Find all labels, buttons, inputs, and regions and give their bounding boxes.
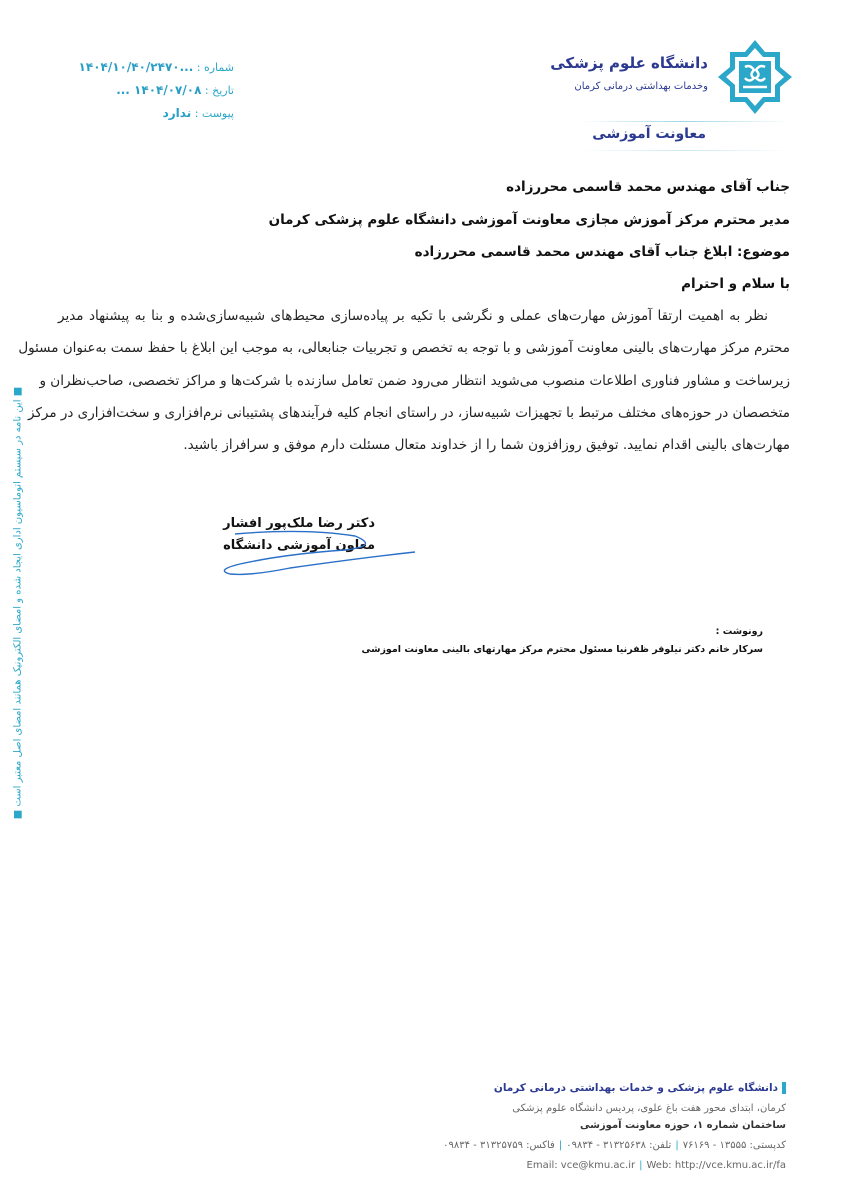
body-line: زیرساخت و مشاور فناوری اطلاعات منصوب می‌شوید انتظار می‌رود ضمن تعامل سازنده با شرکت‌ها و مراکز تخصصی، صاحب‌نظران و (39, 373, 790, 389)
footer-fax: فاکس: ۳۱۳۲۵۷۵۹ - ۰۹۸۳۴ (443, 1140, 555, 1151)
university-subtitle: وخدمات بهداشتی درمانی کرمان (574, 81, 708, 92)
footer-building: ساختمان شماره ۱، حوزه معاونت آموزشی (579, 1120, 786, 1131)
e-signature-note: ■ این نامه در سیستم اتوماسیون اداری ایجاد شده و امضای الکترونیک همانند امضای اصل معتبر است ■ (12, 386, 24, 820)
footer-contacts: کدپستی: ۱۳۵۵۵ - ۷۶۱۶۹|تلفن: ۳۱۳۲۵۶۳۸ - ۰۹۸۳۴|فاکس: ۳۱۳۲۵۷۵۹ - ۰۹۸۳۴ (443, 1140, 786, 1151)
number-value: ...۱۴۰۴/۱۰/۴۰/۲۴۷۰ (78, 60, 194, 74)
date-label: تاریخ : (204, 84, 234, 97)
cc-recipient: سرکار خانم دکتر نیلوفر ظفرنیا مسئول محترم مرکز مهارتهای بالینی معاونت اموزشی (361, 644, 763, 655)
letter-attachment (163, 106, 234, 120)
recipient-title: مدیر محترم مرکز آموزش مجازی معاونت آموزشی دانشگاه علوم پزشکی کرمان (268, 212, 790, 228)
side-note (8, 368, 28, 838)
handwritten-signature-icon (215, 510, 425, 580)
letter-date (116, 83, 234, 97)
cc-label: رونوشت : (715, 626, 763, 637)
attachment-label: پیوست : (194, 107, 234, 120)
body-line: متخصصان در حوزه‌های مختلف مرتبط با تجهیزات شبیه‌ساز، در راستای انجام کلیه فرآیندهای پشتیبانی نرم‌افزاری و سخت‌افزاری در مرکز (28, 405, 790, 421)
footer-email[interactable]: Email: vce@kmu.ac.ir (526, 1160, 636, 1171)
number-label: شماره : (196, 61, 234, 74)
footer-title (494, 1082, 786, 1094)
signature-block (215, 510, 425, 580)
header-divider (580, 121, 790, 122)
footer-university: دانشگاه علوم پزشکی و خدمات بهداشتی درمانی کرمان (494, 1082, 786, 1094)
signer-name: دکتر رضا ملک‌پور افشار (223, 516, 375, 531)
footer-address: کرمان، ابتدای محور هفت باغ علوی، پردیس دانشگاه علوم پزشکی (512, 1103, 786, 1114)
attachment-value: ندارد (162, 106, 192, 120)
body-line: مهارت‌های بالینی اقدام نمایید. توفیق روزافزون شما را از خداوند متعال مسئلت دارم موفق و سرافراز باشید. (183, 437, 790, 453)
university-name: دانشگاه علوم پزشکی (550, 54, 708, 72)
body-line: نظر به اهمیت ارتقا آموزش مهارت‌های عملی و نگرشی با تکیه بر پیاده‌سازی محیط‌های شبیه‌سازی‌شده و بنا به پیشنهاد مدیر (58, 308, 768, 324)
letter-number (79, 60, 234, 74)
signer-title: معاون آموزشی دانشگاه (223, 538, 375, 553)
recipient: جناب آقای مهندس محمد قاسمی محررزاده (506, 179, 790, 195)
footer-postal: کدپستی: ۱۳۵۵۵ - ۷۶۱۶۹ (682, 1140, 786, 1151)
header-divider-bottom (580, 150, 790, 151)
body-line: محترم مرکز مهارت‌های بالینی معاونت آموزشی و با توجه به تخصص و تجربیات جنابعالی، به موجب این ابلاغ با حفظ سمت به‌عنوان مسئول (18, 340, 790, 356)
department-name: معاونت آموزشی (592, 126, 706, 142)
university-logo-icon (718, 40, 792, 114)
footer-web: Email: vce@kmu.ac.ir | Web: http://vce.kmu.ac.ir/fa (526, 1160, 786, 1171)
subject: موضوع: ابلاغ جناب آقای مهندس محمد قاسمی محررزاده (414, 244, 790, 260)
footer-phone: تلفن: ۳۱۳۲۵۶۳۸ - ۰۹۸۳۴ (566, 1140, 672, 1151)
date-value: ۱۴۰۴/۰۷/۰۸ ... (116, 83, 202, 97)
footer-website[interactable]: Web: http://vce.kmu.ac.ir/fa (646, 1160, 786, 1171)
greeting: با سلام و احترام (681, 276, 790, 292)
